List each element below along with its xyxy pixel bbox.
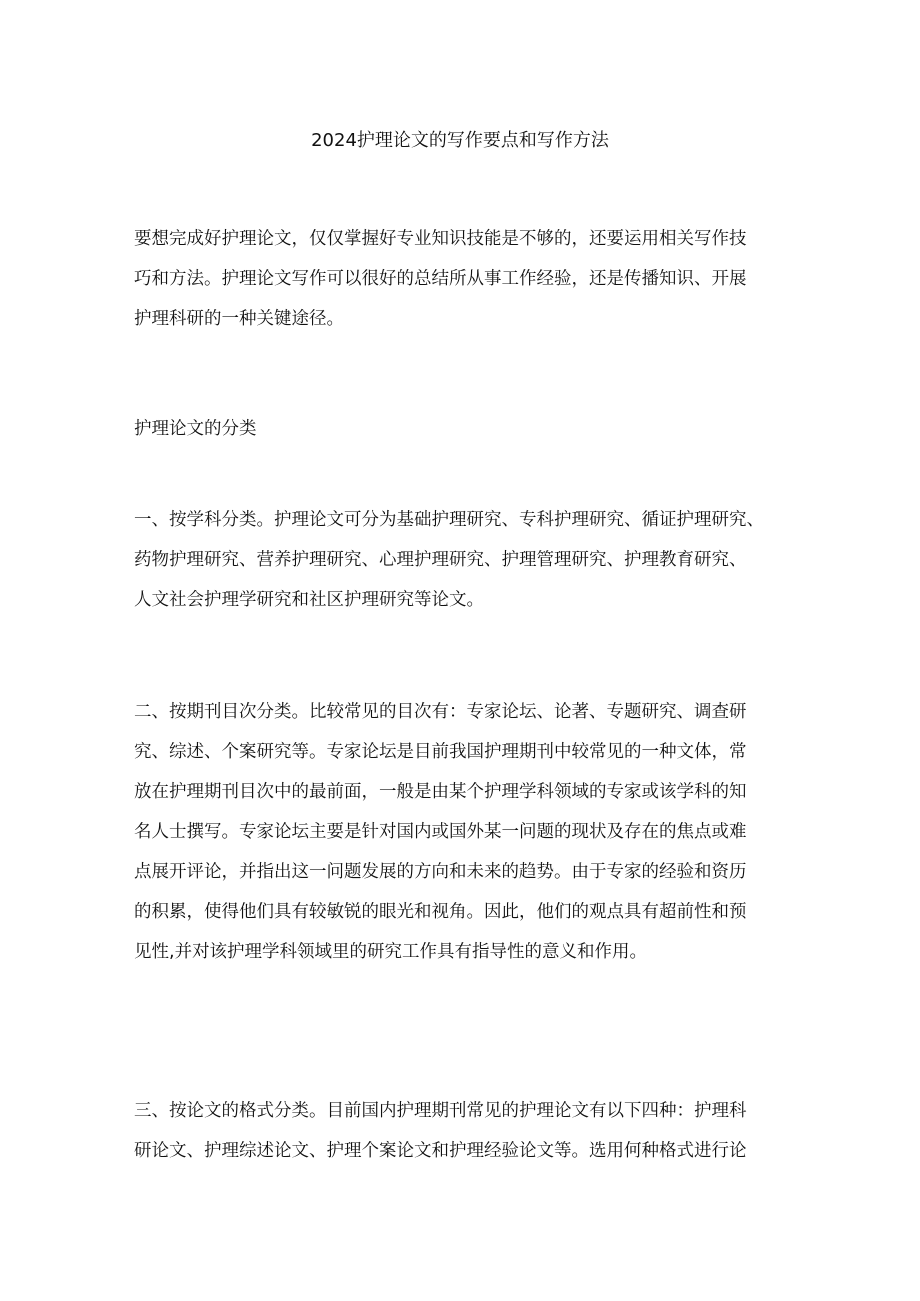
heading-text: 护理论文的分类 (134, 419, 257, 439)
paragraph-line: 二、按期刊目次分类。比较常见的目次有：专家论坛、论著、专题研究、调查研 (134, 702, 747, 722)
paragraph-line: 药物护理研究、营养护理研究、心理护理研究、护理管理研究、护理教育研究、 (134, 550, 747, 570)
paragraph-line: 一、按学科分类。护理论文可分为基础护理研究、专科护理研究、循证护理研究、 (134, 510, 764, 530)
paragraph-line: 三、按论文的格式分类。目前国内护理期刊常见的护理论文有以下四种：护理科 (134, 1101, 747, 1121)
paragraph-line: 点展开评论，并指出这一问题发展的方向和未来的趋势。由于专家的经验和资历 (134, 862, 747, 882)
paragraph-line: 研论文、护理综述论文、护理个案论文和护理经验论文等。选用何种格式进行论 (134, 1141, 747, 1161)
classification-heading (134, 409, 794, 449)
intro-paragraph (134, 219, 794, 339)
paragraph-line: 人文社会护理学研究和社区护理研究等论文。 (134, 590, 484, 610)
document-title: 2024护理论文的写作要点和写作方法 (311, 130, 609, 151)
paragraph-line: 放在护理期刊目次中的最前面，一般是由某个护理学科领域的专家或该学科的知 (134, 782, 747, 802)
section-1-paragraph (134, 500, 794, 620)
section-2-paragraph (134, 692, 794, 972)
paragraph-line: 究、综述、个案研究等。专家论坛是目前我国护理期刊中较常见的一种文体，常 (134, 742, 747, 762)
paragraph-line: 的积累，使得他们具有较敏锐的眼光和视角。因此，他们的观点具有超前性和预 (134, 902, 747, 922)
paragraph-line: 护理科研的一种关键途径。 (134, 309, 344, 329)
paragraph-line: 名人士撰写。专家论坛主要是针对国内或国外某一问题的现状及存在的焦点或难 (134, 822, 747, 842)
paragraph-line: 巧和方法。护理论文写作可以很好的总结所从事工作经验，还是传播知识、开展 (134, 269, 747, 289)
paragraph-line: 要想完成好护理论文，仅仅掌握好专业知识技能是不够的，还要运用相关写作技 (134, 229, 747, 249)
paragraph-line: 见性,并对该护理学科领域里的研究工作具有指导性的意义和作用。 (134, 942, 648, 962)
section-3-paragraph (134, 1091, 794, 1171)
